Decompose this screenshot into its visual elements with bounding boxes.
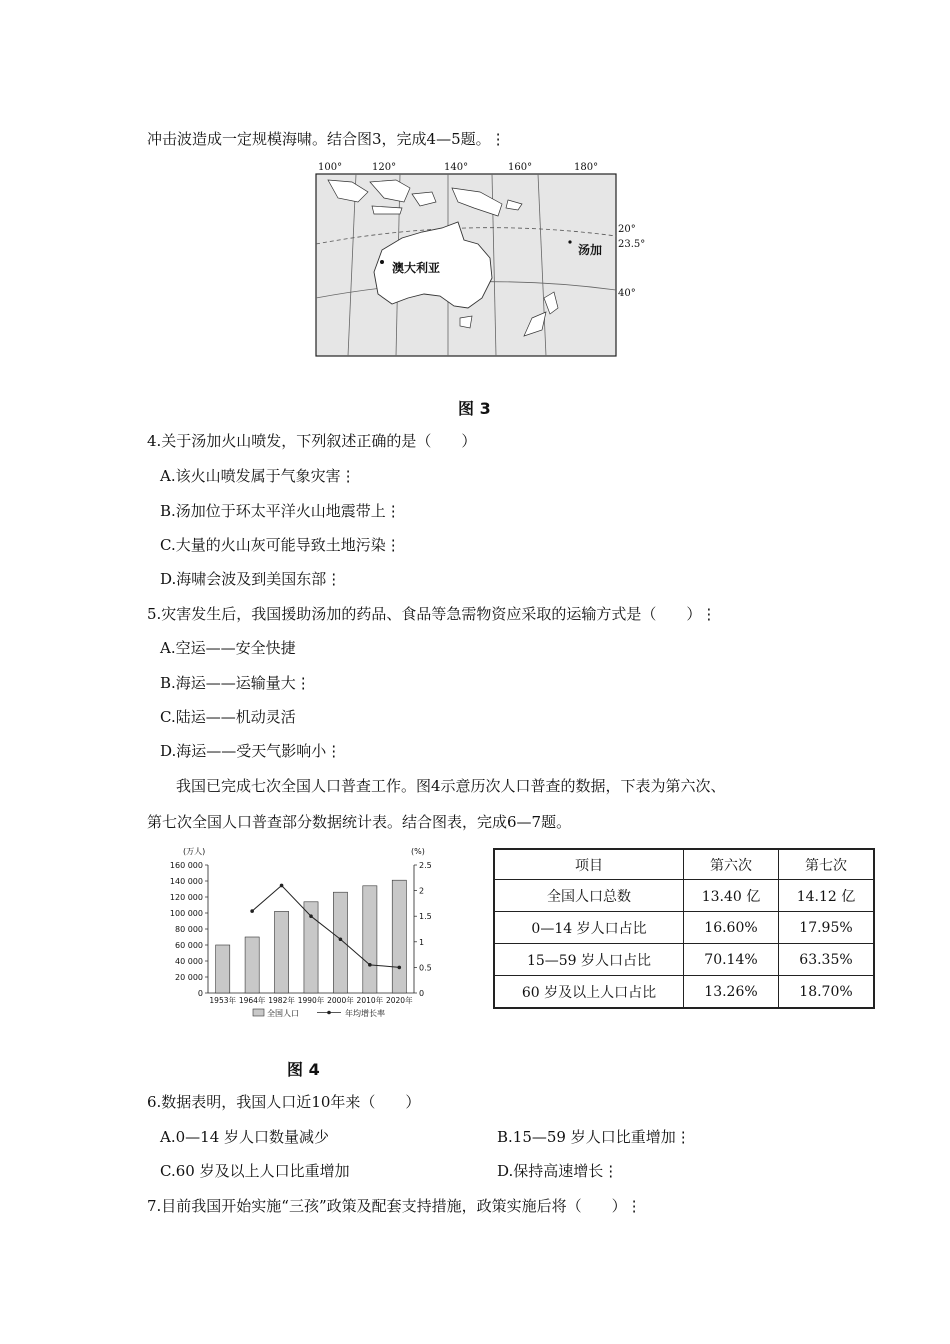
category-label: 1990年: [297, 996, 325, 1005]
right-tick-label: 2: [419, 886, 425, 896]
q6-option-c: C.60 岁及以上人口比重增加: [160, 1162, 350, 1180]
left-tick-label: 140 000: [169, 877, 203, 886]
right-tick-label: 0: [419, 989, 425, 998]
lat-label-40: 40°: [618, 288, 636, 299]
intro2-line2: 第七次全国人口普查部分数据统计表。结合图表，完成6—7题。: [147, 813, 572, 831]
growth-rate-point: [368, 963, 372, 967]
figure-3-caption: 图 3: [458, 399, 491, 418]
table-cell: 60 岁及以上人口占比: [494, 976, 684, 1009]
q4-option-c: C.大量的火山灰可能导致土地污染⋮: [160, 536, 401, 554]
table-cell: 13.26%: [684, 976, 779, 1009]
table-header-seventh: 第七次: [779, 849, 875, 880]
q6-option-d: D.保持高速增长⋮: [497, 1162, 619, 1180]
growth-rate-point: [309, 914, 313, 918]
q5-option-d: D.海运——受天气影响小⋮: [160, 742, 342, 760]
lat-label-23-5: 23.5°: [618, 239, 646, 250]
left-tick-label: 80 000: [175, 925, 203, 934]
left-axis-unit: (万人): [183, 847, 206, 856]
population-bar: [216, 945, 230, 993]
left-tick-label: 160 000: [169, 861, 203, 870]
table-row: [494, 944, 874, 976]
growth-rate-point: [250, 909, 254, 913]
census-table: [493, 848, 875, 1009]
table-cell: 63.35%: [779, 944, 875, 976]
table-header-row: [494, 849, 874, 880]
figure-3-map: [312, 158, 652, 358]
legend-line-label: 年均增长率: [345, 1009, 385, 1018]
table-cell: 70.14%: [684, 944, 779, 976]
q6-option-b: B.15—59 岁人口比重增加⋮: [497, 1128, 691, 1146]
left-tick-label: 120 000: [169, 893, 203, 902]
left-tick-label: 20 000: [175, 973, 203, 982]
q6-stem: 6.数据表明，我国人口近10年来（ ）: [147, 1093, 421, 1111]
table-cell: 17.95%: [779, 912, 875, 944]
lon-label-100: 100°: [318, 162, 343, 173]
left-tick-label: 0: [197, 989, 203, 998]
figure-4-chart: [145, 845, 445, 1030]
q5-stem: 5.灾害发生后，我国援助汤加的药品、食品等急需物资应采取的运输方式是（ ）⋮: [147, 605, 717, 623]
q4-stem: 4.关于汤加火山喷发，下列叙述正确的是（ ）: [147, 432, 477, 450]
table-cell: 13.40 亿: [684, 880, 779, 912]
category-label: 1964年: [238, 996, 266, 1005]
left-tick-label: 100 000: [169, 909, 203, 918]
table-cell: 15—59 岁人口占比: [494, 944, 684, 976]
table-cell: 0—14 岁人口占比: [494, 912, 684, 944]
right-tick-label: 0.5: [419, 963, 432, 973]
growth-rate-point: [339, 937, 343, 941]
lon-label-180: 180°: [574, 162, 599, 173]
q4-option-a: A.该火山喷发属于气象灾害⋮: [160, 467, 356, 485]
table-cell: 全国人口总数: [494, 880, 684, 912]
growth-rate-point: [280, 884, 284, 888]
q5-option-b: B.海运——运输量大⋮: [160, 674, 311, 692]
right-axis-unit: (%): [411, 847, 425, 856]
table-row: [494, 912, 874, 944]
q5-option-a: A.空运——安全快捷: [160, 639, 296, 657]
growth-rate-point: [397, 966, 401, 970]
lon-label-120: 120°: [372, 162, 397, 173]
category-label: 2000年: [327, 996, 354, 1005]
intro-fragment: 冲击波造成一定规模海啸。结合图3，完成4—5题。⋮: [147, 130, 506, 148]
q6-option-a: A.0—14 岁人口数量减少: [160, 1128, 329, 1146]
population-bar: [275, 911, 289, 993]
legend-bar-label: 全国人口: [267, 1009, 299, 1018]
right-tick-label: 2.5: [419, 861, 432, 870]
lat-label-20: 20°: [618, 224, 636, 235]
population-bar: [363, 886, 377, 993]
right-tick-label: 1: [419, 937, 425, 947]
category-label: 2020年: [385, 996, 413, 1005]
label-australia: 澳大利亚: [392, 261, 441, 275]
q7-stem: 7.目前我国开始实施“三孩”政策及配套支持措施，政策实施后将（ ）⋮: [147, 1197, 642, 1215]
left-tick-label: 60 000: [175, 941, 203, 950]
intro2-line1: 我国已完成七次全国人口普查工作。图4示意历次人口普查的数据，下表为第六次、: [176, 777, 726, 795]
population-bar: [333, 892, 347, 993]
right-tick-label: 1.5: [419, 912, 432, 922]
population-bar: [392, 880, 406, 993]
q4-option-b: B.汤加位于环太平洋火山地震带上⋮: [160, 502, 401, 520]
table-row: [494, 976, 874, 1009]
table-header-sixth: 第六次: [684, 849, 779, 880]
table-row: [494, 880, 874, 912]
table-cell: 18.70%: [779, 976, 875, 1009]
q5-option-c: C.陆运——机动灵活: [160, 708, 296, 726]
category-label: 1953年: [209, 996, 237, 1005]
category-label: 2010年: [356, 996, 384, 1005]
population-bar: [245, 937, 259, 993]
lon-label-160: 160°: [508, 162, 533, 173]
lon-label-140: 140°: [444, 162, 469, 173]
figure-4-caption: 图 4: [287, 1060, 320, 1079]
q4-option-d: D.海啸会波及到美国东部⋮: [160, 570, 342, 588]
table-cell: 16.60%: [684, 912, 779, 944]
category-label: 1982年: [268, 996, 295, 1005]
label-tonga: 汤加: [578, 243, 603, 257]
table-cell: 14.12 亿: [779, 880, 875, 912]
left-tick-label: 40 000: [175, 957, 203, 966]
table-header-item: 项目: [494, 849, 684, 880]
